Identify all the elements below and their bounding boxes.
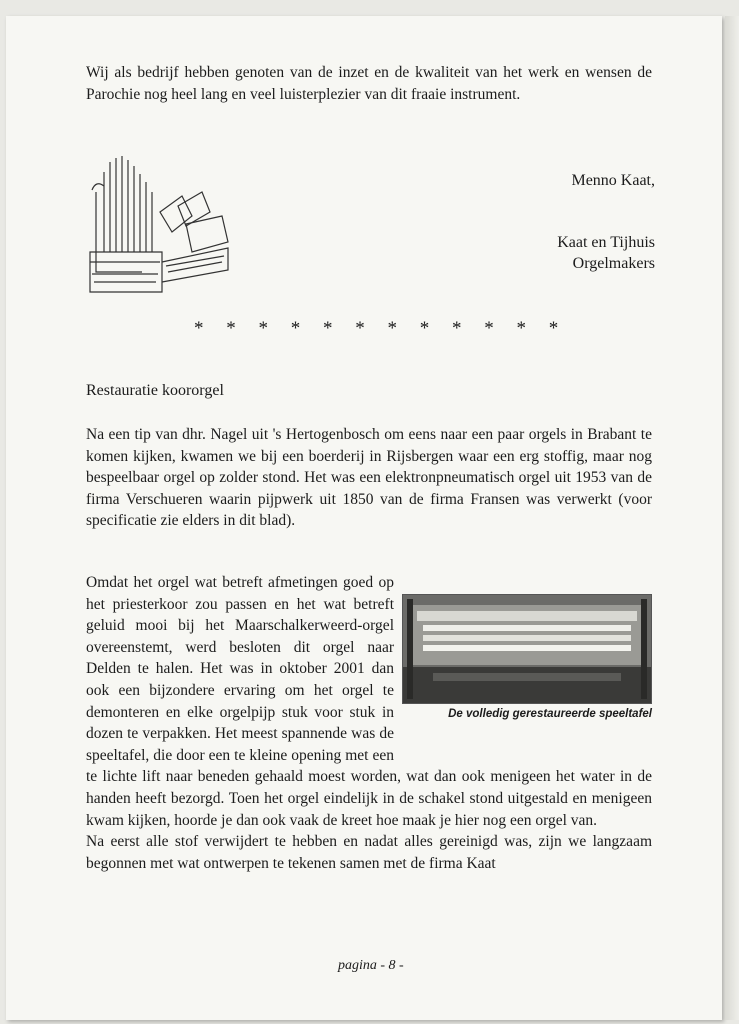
photo-caption: De volledig gerestaureerde speeltafel	[448, 708, 652, 720]
photo-figure	[402, 594, 652, 742]
organ-illustration	[82, 152, 232, 297]
console-photo-graphic	[403, 595, 651, 703]
paragraph-1: Na een tip van dhr. Nagel uit 's Hertogenbosch om eens naar een paar orgels in Brabant te komen kijken, kwamen we bij een boerderij in Rijsbergen waar een erg stoffig, maar nog bespeelbaar orgel op zolder stond. Het was een elektronpneumatisch orgel uit 1953 van de firma Verschueren waarin pijpwerk uit 1850 van de firma Fransen was verwerkt (voor specificatie zie elders in dit blad).	[86, 426, 652, 530]
paragraph-2: Omdat het orgel wat betreft afmetingen goed op het priesterkoor zou passen en het wat betreft geluid mooi bij het Maarschalkerweerd-orgel overeenstemt, werd besloten dit orgel naar Delden te halen. Het was in oktober 2001 dan ook een bijzondere ervaring om het orgel te demonteren en elke orgelpijp stuk voor stuk in dozen te verpakken. Het meest spannende was de speeltafel, die door een te kleine opening met een te lichte lift naar beneden gehaald moest worden, wat dan ook menigeen het water in de handen heeft bezorgd. Toen het orgel eindelijk in de schakel stond uitgestald en menigeen kwam kijken, hoorde je dan ook vaak de kreet hoe maak je hier nog een orgel van.	[86, 574, 652, 829]
page-footer: pagina - 8 -	[338, 958, 404, 973]
signature-company	[557, 232, 655, 274]
section-heading: Restauratie koororgel	[86, 382, 224, 399]
signature-name: Menno Kaat,	[571, 172, 655, 189]
intro-paragraph: Wij als bedrijf hebben genoten van de inzet en de kwaliteit van het werk en wensen de Parochie nog heel lang en veel luisterplezier van dit fraaie instrument.	[86, 64, 652, 103]
paragraph-3: Na eerst alle stof verwijdert te hebben en nadat alles gereinigd was, zijn we langzaam begonnen met wat ontwerpen te tekenen samen met de firma Kaat	[86, 833, 652, 872]
console-photo	[402, 594, 652, 704]
section-separator: * * * * * * * * * * * *	[194, 318, 568, 339]
company-line-2: Orgelmakers	[572, 255, 655, 272]
company-line-1: Kaat en Tijhuis	[557, 234, 655, 251]
page-edge	[725, 16, 739, 1020]
body-continuation	[86, 572, 652, 874]
